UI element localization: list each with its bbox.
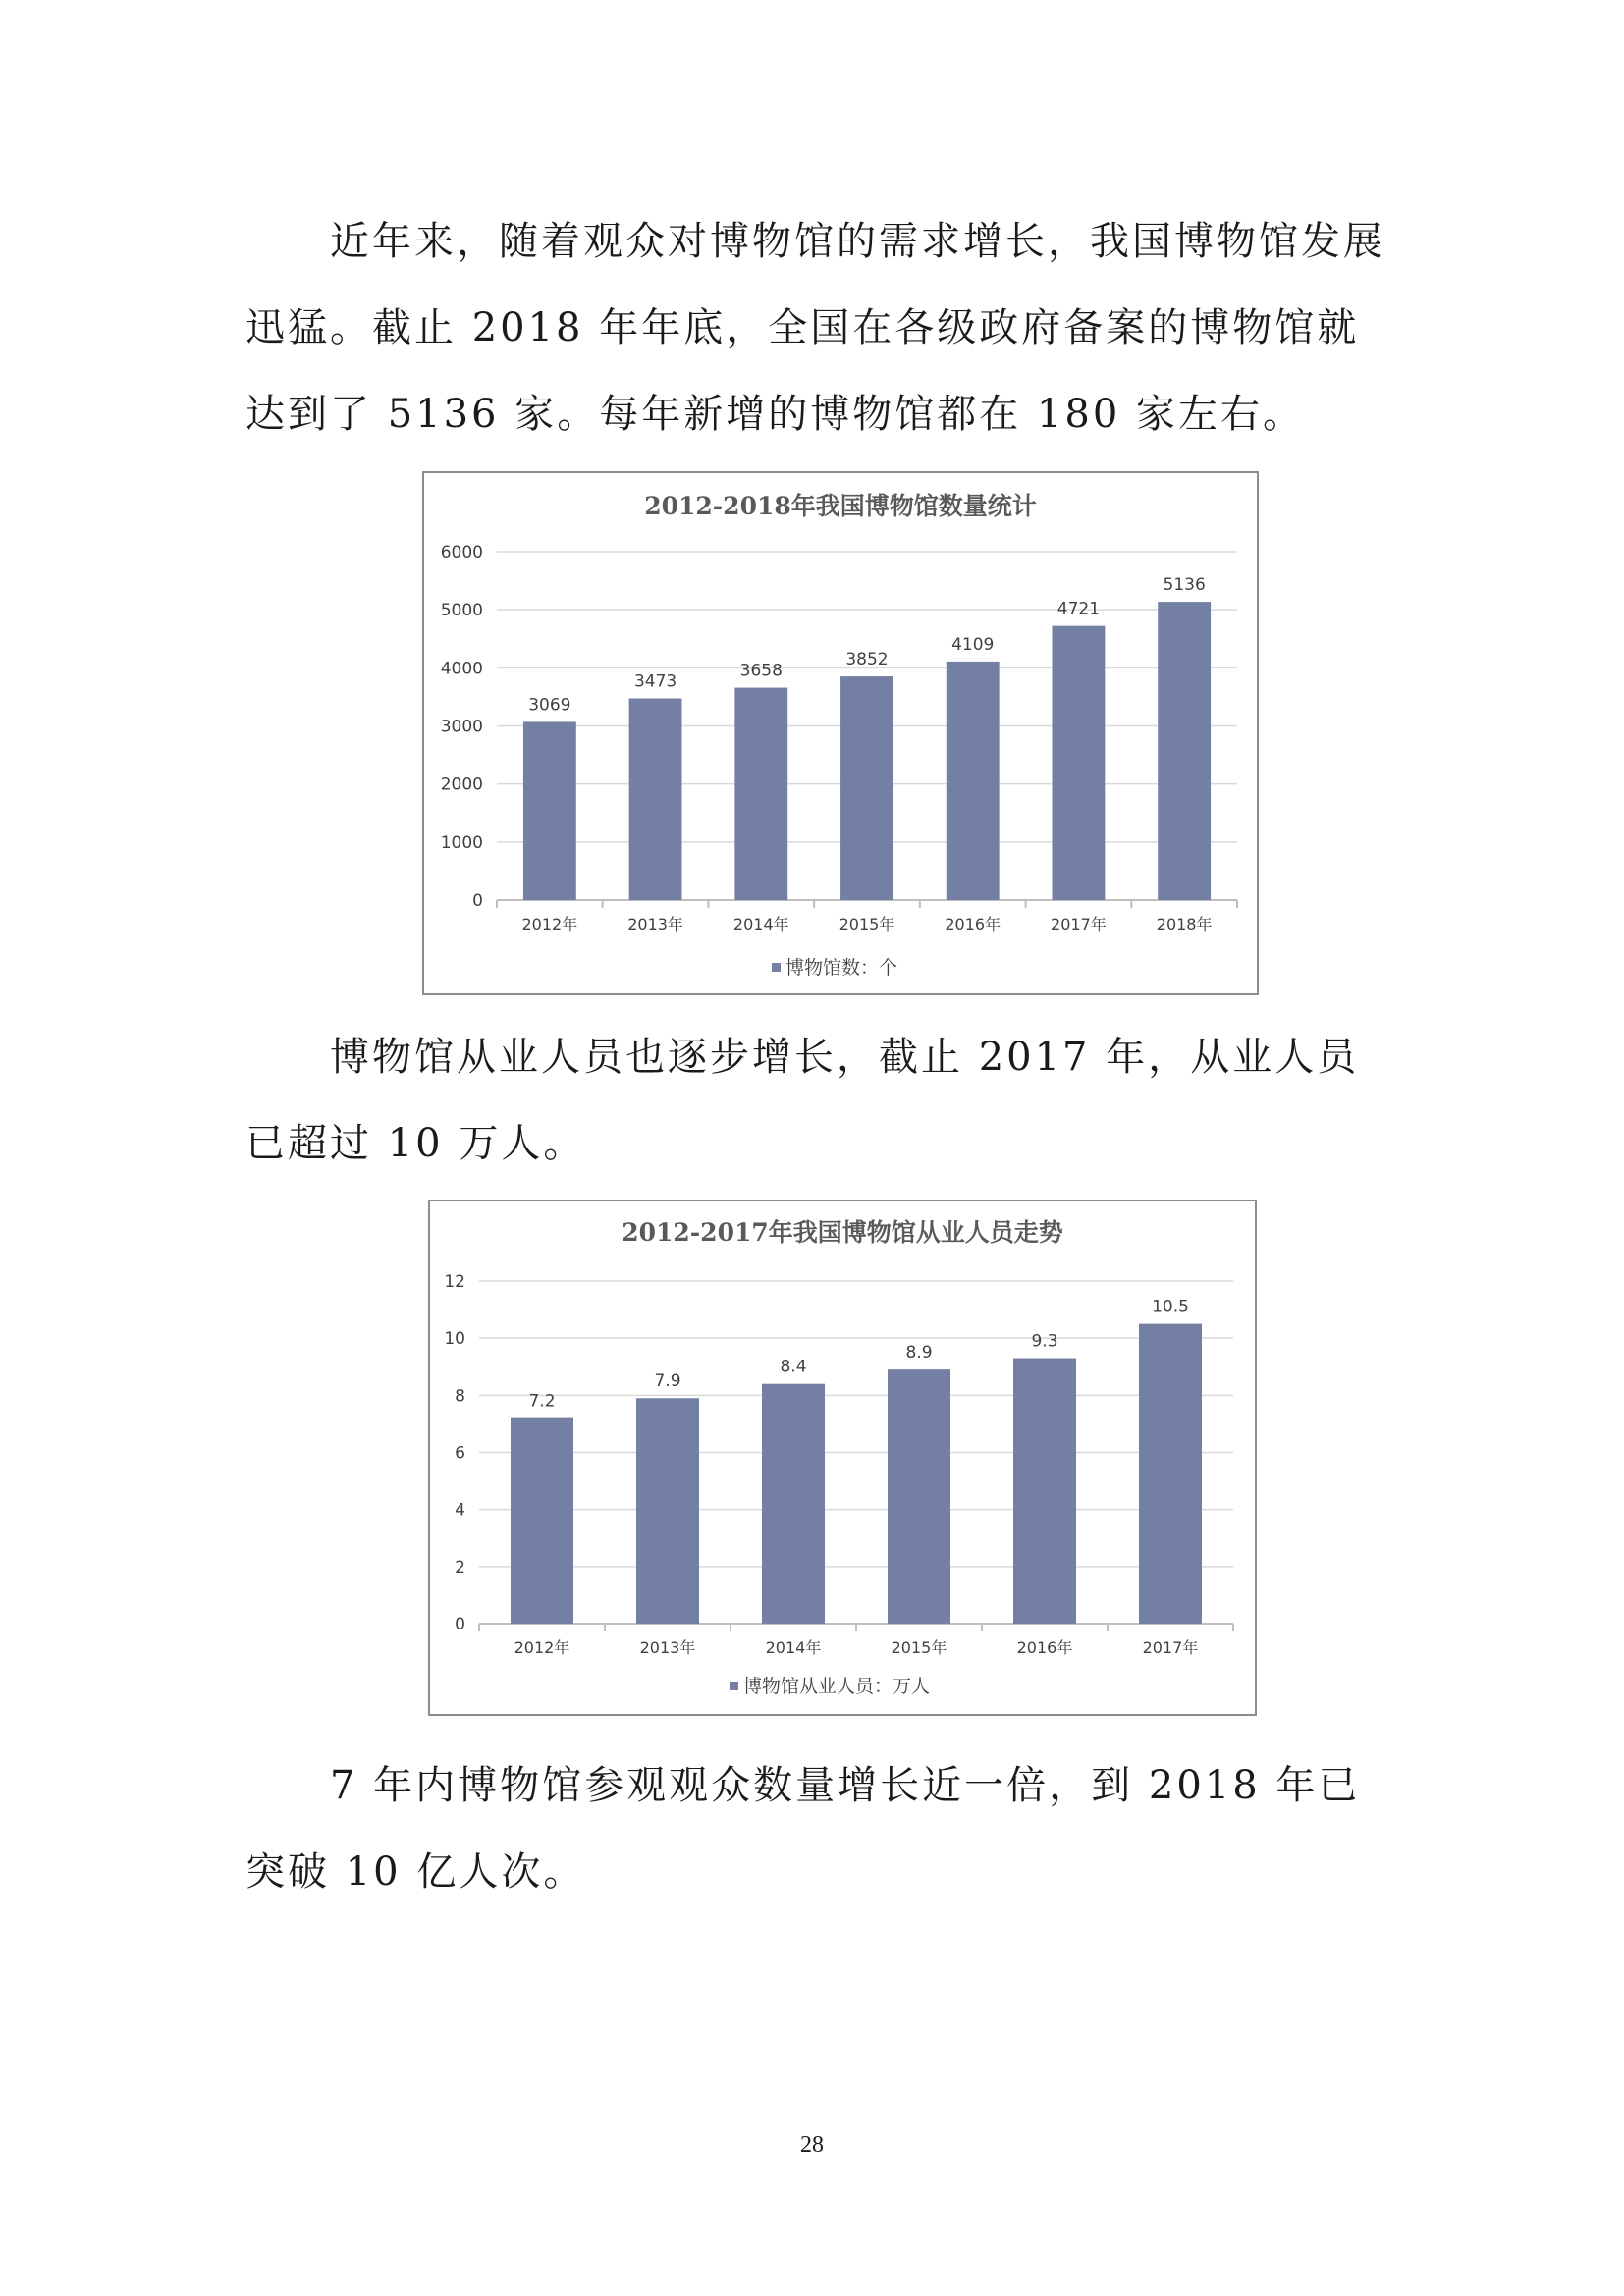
bar <box>888 1369 950 1624</box>
paragraph-museum-staff: 博物馆从业人员也逐步增长，截止 2017 年，从业人员已超过 10 万人。 <box>245 1035 1360 1166</box>
y-tick-label: 4 <box>455 1500 465 1521</box>
bar <box>1139 1324 1202 1624</box>
y-tick-label: 6000 <box>440 543 483 562</box>
x-tick-label: 2017年 <box>1142 1638 1199 1657</box>
y-tick-label: 2000 <box>440 774 483 795</box>
y-tick-label: 12 <box>444 1272 465 1292</box>
bar <box>636 1398 699 1624</box>
x-tick-label: 2015年 <box>891 1638 947 1657</box>
legend-label: 博物馆数：个 <box>785 957 898 979</box>
y-tick-label: 4000 <box>440 659 483 679</box>
y-tick-label: 2 <box>455 1557 465 1577</box>
y-tick-label: 3000 <box>440 717 483 737</box>
y-tick-label: 1000 <box>440 832 483 853</box>
x-tick-label: 2013年 <box>627 915 683 934</box>
museum-count-chart-svg <box>424 473 1257 993</box>
data-label: 3069 <box>528 695 571 716</box>
x-tick-label: 2015年 <box>839 915 895 934</box>
data-label: 9.3 <box>1031 1331 1058 1352</box>
x-tick-label: 2013年 <box>639 1638 696 1657</box>
x-tick-label: 2012年 <box>514 1638 570 1657</box>
y-tick-label: 8 <box>455 1386 465 1407</box>
bar <box>1053 626 1106 900</box>
y-tick-label: 10 <box>444 1329 465 1350</box>
y-tick-label: 0 <box>472 891 483 911</box>
legend-swatch <box>772 963 781 972</box>
data-label: 4721 <box>1056 599 1101 619</box>
bar <box>511 1418 573 1624</box>
museum-count-chart <box>422 471 1259 995</box>
bar <box>734 688 787 900</box>
x-tick-label: 2012年 <box>521 915 578 934</box>
bar <box>947 662 1000 900</box>
data-label: 5136 <box>1163 575 1206 596</box>
legend-label: 博物馆从业人员：万人 <box>743 1676 931 1697</box>
bar <box>840 676 893 900</box>
museum-staff-chart <box>428 1200 1257 1716</box>
bar <box>523 721 576 900</box>
data-label: 7.2 <box>528 1391 556 1412</box>
data-label: 4109 <box>951 634 995 655</box>
x-tick-label: 2016年 <box>945 915 1001 934</box>
paragraph-museum-visitors: 7 年内博物馆参观观众数量增长近一倍，到 2018 年已突破 10 亿人次。 <box>245 1763 1361 1895</box>
y-tick-label: 6 <box>455 1443 465 1464</box>
paragraph-museum-count: 近年来，随着观众对博物馆的需求增长，我国博物馆发展迅猛。截止 2018 年年底，全国在各级政府备案的博物馆就达到了 5136 家。每年新增的博物馆都在 180 家左右。 <box>245 219 1385 437</box>
x-tick-label: 2016年 <box>1016 1638 1073 1657</box>
data-label: 8.4 <box>780 1357 807 1377</box>
museum-staff-chart-svg <box>430 1201 1255 1714</box>
chart-title: 2012-2017年我国博物馆从业人员走势 <box>622 1218 1063 1247</box>
y-tick-label: 0 <box>455 1615 465 1634</box>
bar <box>629 699 682 900</box>
data-label: 3852 <box>845 650 889 670</box>
x-tick-label: 2017年 <box>1051 915 1107 934</box>
x-tick-label: 2014年 <box>765 1638 822 1657</box>
bar <box>1013 1359 1076 1624</box>
chart-title: 2012-2018年我国博物馆数量统计 <box>644 492 1037 520</box>
data-label: 8.9 <box>905 1343 933 1363</box>
data-label: 7.9 <box>654 1371 681 1392</box>
x-tick-label: 2018年 <box>1156 915 1213 934</box>
bar <box>1158 602 1211 900</box>
page-number: 28 <box>800 2132 824 2158</box>
legend-swatch <box>730 1682 738 1690</box>
y-tick-label: 5000 <box>440 601 483 621</box>
x-tick-label: 2014年 <box>732 915 789 934</box>
data-label: 3658 <box>739 661 783 681</box>
data-label: 3473 <box>633 671 677 692</box>
bar <box>762 1384 825 1624</box>
data-label: 10.5 <box>1152 1297 1189 1317</box>
